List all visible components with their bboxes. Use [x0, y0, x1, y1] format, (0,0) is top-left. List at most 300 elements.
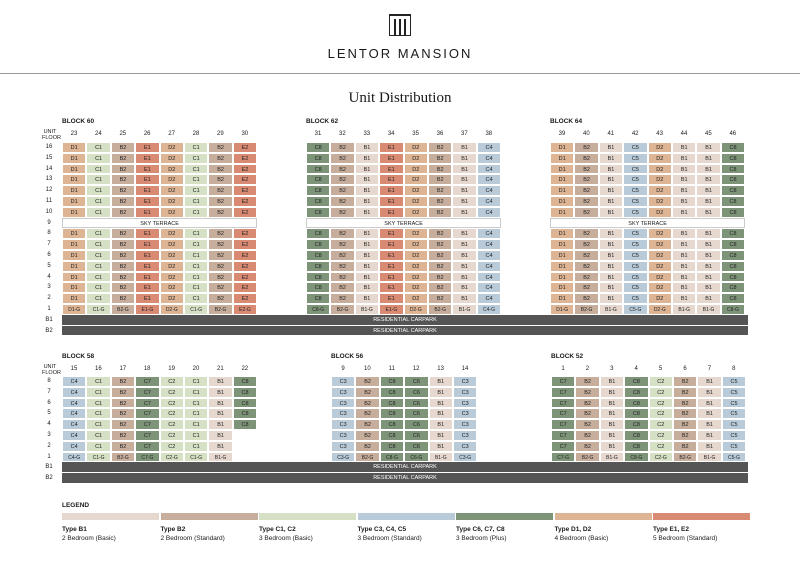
unit-cell: C7 — [551, 441, 575, 452]
unit-cell: D2 — [648, 250, 672, 261]
unit-cell: C8 — [624, 419, 648, 430]
unit-cell: B1 — [452, 185, 476, 196]
unit-cell: B1 — [696, 282, 720, 293]
unit-cell: D1 — [550, 228, 574, 239]
unit-cell: B1-G — [452, 304, 476, 315]
unit-cell: C1-G — [86, 452, 110, 463]
unit-cell: C8 — [721, 207, 745, 218]
unit-cell: B2 — [428, 207, 452, 218]
unit-cell: C2-G — [160, 452, 184, 463]
unit-cell: B2 — [355, 398, 379, 409]
unit-cell: C1 — [184, 419, 208, 430]
legend-type: Type C3, C4, C5 — [357, 526, 407, 533]
unit-cell: C7 — [551, 387, 575, 398]
carpark-bar: RESIDENTIAL CARPARK — [62, 473, 748, 484]
unit-cell: E1 — [379, 239, 403, 250]
unit-cell: D1 — [550, 142, 574, 153]
unit-cell: B2 — [355, 441, 379, 452]
unit-cell: C8 — [721, 293, 745, 304]
unit-cell: C5 — [722, 376, 746, 387]
unit-cell: D1 — [62, 228, 86, 239]
unit-cell: B1 — [452, 261, 476, 272]
unit-cell: C5 — [722, 419, 746, 430]
unit-cell: C1 — [86, 408, 110, 419]
legend-desc: 2 Bedroom (Basic) — [62, 535, 116, 542]
unit-cell: B1-G — [672, 304, 696, 315]
floor-label: 14 — [45, 165, 53, 172]
unit-cell: B1 — [696, 174, 720, 185]
unit-cell: D1 — [550, 272, 574, 283]
unit-floor-label: UNIT FLOOR — [42, 129, 61, 141]
unit-cell: B1 — [208, 387, 232, 398]
unit-cell: B2 — [330, 207, 354, 218]
unit-cell: E2 — [233, 207, 257, 218]
unit-cell: B1 — [452, 272, 476, 283]
unit-cell: D2 — [404, 164, 428, 175]
unit-cell: C8-G — [306, 304, 330, 315]
stack-number: 25 — [119, 131, 127, 137]
unit-cell: C1 — [86, 387, 110, 398]
unit-cell: E2 — [233, 239, 257, 250]
unit-cell: C3-G — [453, 452, 477, 463]
floor-label: 6 — [47, 399, 51, 406]
unit-cell: B1 — [355, 153, 379, 164]
unit-cell: B1 — [672, 207, 696, 218]
unit-cell: D2 — [648, 282, 672, 293]
unit-cell: B2 — [208, 228, 232, 239]
unit-cell: D1-G — [62, 304, 86, 315]
unit-cell: C1 — [86, 293, 110, 304]
unit-cell: D2 — [160, 272, 184, 283]
block-title: BLOCK 62 — [306, 118, 339, 125]
unit-cell: C5 — [722, 441, 746, 452]
unit-cell: B2 — [111, 430, 135, 441]
block-title: BLOCK 60 — [62, 118, 95, 125]
unit-cell: B2 — [428, 261, 452, 272]
unit-cell: C8 — [721, 239, 745, 250]
unit-cell: B2 — [428, 239, 452, 250]
unit-cell: B1 — [355, 228, 379, 239]
unit-cell: E2 — [233, 250, 257, 261]
unit-cell: B1 — [452, 142, 476, 153]
unit-cell: C1 — [86, 174, 110, 185]
unit-cell: B2 — [208, 293, 232, 304]
unit-cell: B1 — [208, 430, 232, 441]
floor-label: 10 — [45, 208, 53, 215]
unit-cell: B1 — [697, 430, 721, 441]
unit-cell: B1 — [452, 293, 476, 304]
unit-cell: B1 — [697, 419, 721, 430]
floor-label: 5 — [47, 410, 51, 417]
unit-cell: C5-G — [722, 452, 746, 463]
unit-cell: C7 — [135, 430, 159, 441]
unit-cell: B2 — [428, 174, 452, 185]
legend-swatch — [62, 513, 159, 520]
unit-cell: C1 — [184, 387, 208, 398]
unit-cell: D1 — [550, 261, 574, 272]
unit-cell: C2 — [649, 419, 673, 430]
unit-cell: B2 — [208, 196, 232, 207]
legend-type: Type B1 — [62, 526, 87, 533]
unit-cell: B1 — [672, 272, 696, 283]
unit-cell: C1 — [86, 398, 110, 409]
unit-cell: B1 — [599, 239, 623, 250]
unit-cell: B1 — [355, 239, 379, 250]
unit-cell: D1 — [550, 174, 574, 185]
unit-cell: B2 — [330, 185, 354, 196]
unit-cell: E1 — [379, 153, 403, 164]
unit-cell: E1 — [379, 250, 403, 261]
legend-type: Type C1, C2 — [259, 526, 296, 533]
unit-cell: E2 — [233, 185, 257, 196]
unit-cell: B1 — [208, 419, 232, 430]
unit-cell: C8 — [721, 196, 745, 207]
unit-cell: C4 — [62, 398, 86, 409]
unit-cell: B1 — [599, 293, 623, 304]
unit-cell: D2 — [160, 261, 184, 272]
unit-cell: D2-G — [648, 304, 672, 315]
unit-cell: D2 — [404, 228, 428, 239]
unit-cell: B1 — [599, 228, 623, 239]
unit-cell: C3 — [331, 408, 355, 419]
unit-cell: B1 — [599, 272, 623, 283]
unit-cell: B1 — [429, 419, 453, 430]
unit-cell: B1 — [355, 261, 379, 272]
unit-cell: B2 — [111, 250, 135, 261]
unit-cell: C8 — [306, 207, 330, 218]
unit-cell: B2 — [111, 174, 135, 185]
unit-cell: D1 — [62, 272, 86, 283]
unit-cell: B1 — [697, 441, 721, 452]
unit-cell: C5 — [623, 196, 647, 207]
unit-cell: B1 — [672, 142, 696, 153]
unit-cell: B2 — [330, 174, 354, 185]
unit-cell: E1 — [135, 272, 159, 283]
stack-number: 38 — [485, 131, 493, 137]
unit-cell: B2 — [574, 282, 598, 293]
unit-cell: B2 — [574, 185, 598, 196]
unit-cell: C8 — [306, 185, 330, 196]
unit-cell: C4 — [477, 293, 501, 304]
stack-number: 6 — [683, 366, 687, 372]
unit-cell: C3 — [331, 387, 355, 398]
unit-cell: C4 — [62, 387, 86, 398]
floor-label: B1 — [45, 316, 53, 323]
floor-label: 3 — [47, 432, 51, 438]
unit-cell: B2 — [111, 282, 135, 293]
unit-cell: B2 — [428, 142, 452, 153]
stack-number: 44 — [680, 131, 688, 137]
legend-swatch — [161, 513, 258, 520]
unit-cell: C3 — [453, 408, 477, 419]
unit-cell: B1 — [672, 185, 696, 196]
unit-cell: D2 — [404, 272, 428, 283]
unit-cell: D1 — [62, 196, 86, 207]
unit-cell: C8 — [380, 387, 404, 398]
page-title: Unit Distribution — [348, 90, 452, 106]
legend-desc: 3 Bedroom (Plus) — [456, 535, 507, 542]
unit-cell: C5 — [623, 261, 647, 272]
unit-cell: C3 — [331, 441, 355, 452]
legend-item — [358, 513, 455, 542]
unit-cell: C1 — [86, 376, 110, 387]
unit-cell: B2 — [574, 261, 598, 272]
unit-cell: C6 — [404, 387, 428, 398]
unit-cell: D2 — [648, 142, 672, 153]
unit-cell: E1 — [135, 196, 159, 207]
header-divider — [0, 73, 800, 74]
unit-cell: B2 — [330, 142, 354, 153]
unit-cell: B1-G — [208, 452, 232, 463]
unit-cell: E1 — [379, 207, 403, 218]
unit-cell: C5 — [722, 398, 746, 409]
unit-cell: B1 — [452, 164, 476, 175]
unit-cell: B2 — [208, 174, 232, 185]
unit-cell: B1 — [672, 239, 696, 250]
unit-cell: B2 — [208, 185, 232, 196]
unit-cell: C1-G — [86, 304, 110, 315]
unit-cell: C8 — [721, 174, 745, 185]
unit-cell: B2 — [111, 164, 135, 175]
unit-cell: D2 — [648, 228, 672, 239]
unit-cell: B1 — [696, 185, 720, 196]
unit-cell: B1 — [600, 419, 624, 430]
unit-cell: B1 — [355, 174, 379, 185]
unit-cell: B1 — [452, 282, 476, 293]
unit-cell: B1 — [429, 430, 453, 441]
legend-desc: 4 Bedroom (Basic) — [554, 535, 609, 542]
unit-cell: C1 — [184, 441, 208, 452]
unit-cell: C7 — [135, 408, 159, 419]
stack-number: 7 — [707, 366, 712, 372]
unit-cell: C8-G — [624, 452, 648, 463]
unit-cell: E2 — [233, 153, 257, 164]
unit-cell: B2 — [673, 408, 697, 419]
unit-cell: D2 — [648, 196, 672, 207]
unit-cell: C1 — [86, 207, 110, 218]
legend-type: Type B2 — [160, 526, 186, 533]
unit-cell: C4 — [477, 185, 501, 196]
unit-cell: B2 — [574, 250, 598, 261]
unit-cell: B2 — [355, 387, 379, 398]
stack-number: 3 — [610, 366, 614, 372]
unit-cell: B1 — [600, 441, 624, 452]
unit-cell: B1 — [429, 376, 453, 387]
unit-cell: C8 — [306, 142, 330, 153]
unit-cell: C8 — [233, 408, 257, 419]
unit-cell: C2 — [649, 398, 673, 409]
unit-cell: C5 — [623, 239, 647, 250]
floor-label: 7 — [47, 241, 51, 248]
unit-cell: E1 — [135, 293, 159, 304]
unit-cell: C4 — [62, 408, 86, 419]
unit-cell: C4 — [477, 282, 501, 293]
unit-cell: C8 — [306, 164, 330, 175]
unit-cell: D2 — [160, 142, 184, 153]
unit-cell: C2 — [649, 441, 673, 452]
unit-cell: B2 — [111, 376, 135, 387]
unit-cell: B2 — [111, 196, 135, 207]
unit-cell: B2-G — [111, 452, 135, 463]
unit-cell: C7 — [551, 398, 575, 409]
unit-cell: B2 — [574, 239, 598, 250]
unit-cell: C6 — [404, 441, 428, 452]
block-title: BLOCK 56 — [331, 353, 364, 360]
unit-cell: C8 — [233, 387, 257, 398]
unit-cell: B2 — [673, 430, 697, 441]
unit-cell: C4 — [62, 430, 86, 441]
unit-cell: C1 — [184, 142, 208, 153]
unit-cell: C2 — [160, 387, 184, 398]
unit-cell: C4 — [477, 174, 501, 185]
legend-type: Type C6, C7, C8 — [456, 526, 505, 533]
stack-number: 34 — [387, 131, 395, 137]
unit-cell: C6-G — [404, 452, 428, 463]
unit-cell: B2 — [575, 387, 599, 398]
floor-label: 12 — [45, 187, 53, 194]
unit-cell: C7 — [551, 408, 575, 419]
unit-cell: C6 — [404, 430, 428, 441]
unit-cell: E1 — [379, 142, 403, 153]
unit-cell: B1 — [600, 430, 624, 441]
unit-cell: C5 — [623, 250, 647, 261]
unit-cell: B2 — [208, 142, 232, 153]
brand-name: LENTOR MANSION — [327, 46, 473, 61]
unit-cell: C5 — [623, 282, 647, 293]
unit-cell: D2 — [648, 272, 672, 283]
unit-cell: D2 — [404, 142, 428, 153]
unit-cell: B2 — [673, 419, 697, 430]
unit-cell: E1 — [135, 250, 159, 261]
unit-cell: C4-G — [62, 452, 86, 463]
floor-label: 8 — [47, 378, 51, 384]
legend-type: Type E1, E2 — [653, 526, 690, 533]
carpark-bar: RESIDENTIAL CARPARK — [62, 315, 748, 326]
unit-cell: C4 — [477, 207, 501, 218]
unit-cell: B2 — [330, 196, 354, 207]
stack-number: 9 — [341, 366, 345, 372]
unit-cell: B1-G — [697, 452, 721, 463]
stack-number: 11 — [388, 366, 395, 372]
unit-cell: C4 — [477, 261, 501, 272]
unit-cell: D1 — [62, 185, 86, 196]
stack-number: 37 — [461, 131, 468, 137]
unit-cell: C2 — [160, 430, 184, 441]
sky-terrace: SKY TERRACE — [306, 218, 501, 229]
unit-cell: B2 — [574, 142, 598, 153]
unit-cell: B2 — [111, 441, 135, 452]
unit-cell: E1 — [379, 228, 403, 239]
stack-number: 22 — [241, 366, 249, 372]
unit-cell: C1 — [86, 153, 110, 164]
unit-cell: B1 — [672, 228, 696, 239]
unit-cell: B2 — [428, 153, 452, 164]
unit-cell: C8 — [624, 376, 648, 387]
unit-cell: C3 — [453, 376, 477, 387]
unit-cell: B2 — [428, 293, 452, 304]
block-title: BLOCK 64 — [550, 118, 583, 125]
unit-cell: B2 — [208, 250, 232, 261]
stack-number: 43 — [656, 131, 663, 137]
unit-cell: C7 — [135, 419, 159, 430]
unit-cell: C2 — [160, 408, 184, 419]
unit-cell: B2 — [330, 293, 354, 304]
unit-cell: B1 — [208, 398, 232, 409]
unit-cell: D1 — [550, 239, 574, 250]
unit-cell: B1 — [672, 153, 696, 164]
unit-cell: D1 — [62, 164, 86, 175]
unit-cell: C2 — [649, 430, 673, 441]
unit-cell: C3-G — [331, 452, 355, 463]
unit-cell: B1 — [697, 408, 721, 419]
unit-cell: B2-G — [428, 304, 452, 315]
unit-cell: C3 — [453, 441, 477, 452]
unit-cell: D1 — [550, 164, 574, 175]
unit-cell: C8 — [624, 387, 648, 398]
unit-cell: B2 — [428, 272, 452, 283]
sky-terrace: SKY TERRACE — [62, 218, 257, 229]
unit-cell: C3 — [331, 419, 355, 430]
unit-cell: B2 — [111, 185, 135, 196]
unit-cell: B2-G — [574, 304, 598, 315]
unit-cell: B1 — [355, 142, 379, 153]
unit-cell: C7 — [135, 387, 159, 398]
unit-cell: D1 — [62, 282, 86, 293]
unit-cell: C4 — [477, 196, 501, 207]
unit-cell: C4 — [477, 164, 501, 175]
legend-swatch — [456, 513, 553, 520]
unit-cell: E1 — [135, 153, 159, 164]
unit-cell: B1 — [452, 250, 476, 261]
unit-cell: D2 — [404, 282, 428, 293]
unit-cell: D1 — [62, 261, 86, 272]
unit-cell: B1 — [429, 387, 453, 398]
unit-cell: D2 — [160, 282, 184, 293]
stack-number: 33 — [363, 131, 371, 137]
unit-cell: C3 — [453, 398, 477, 409]
legend-item — [555, 513, 652, 542]
unit-cell: B2-G — [330, 304, 354, 315]
unit-cell: D1 — [62, 153, 86, 164]
stack-number: 10 — [364, 366, 371, 372]
sky-terrace: SKY TERRACE — [550, 218, 745, 229]
unit-cell: D1 — [550, 185, 574, 196]
unit-cell: C4 — [62, 441, 86, 452]
unit-cell: B2 — [208, 207, 232, 218]
unit-cell: B2 — [111, 142, 135, 153]
unit-cell: B2 — [673, 441, 697, 452]
unit-cell: B2 — [208, 282, 232, 293]
unit-cell: B1 — [599, 207, 623, 218]
unit-cell: E1 — [135, 185, 159, 196]
unit-cell: C7 — [551, 430, 575, 441]
unit-cell: D2 — [160, 164, 184, 175]
unit-cell: B1 — [429, 408, 453, 419]
unit-cell: C5 — [623, 153, 647, 164]
stack-number: 24 — [95, 131, 102, 137]
legend-item — [62, 513, 159, 542]
unit-cell: D1 — [62, 174, 86, 185]
unit-cell: E2 — [233, 293, 257, 304]
floor-label: 1 — [47, 453, 51, 460]
unit-cell: D2 — [160, 207, 184, 218]
unit-cell: B1 — [672, 196, 696, 207]
unit-cell: B1 — [696, 196, 720, 207]
unit-cell: B2 — [330, 250, 354, 261]
unit-cell: B2 — [574, 207, 598, 218]
unit-cell: B1 — [599, 153, 623, 164]
stack-number: 36 — [436, 131, 444, 137]
